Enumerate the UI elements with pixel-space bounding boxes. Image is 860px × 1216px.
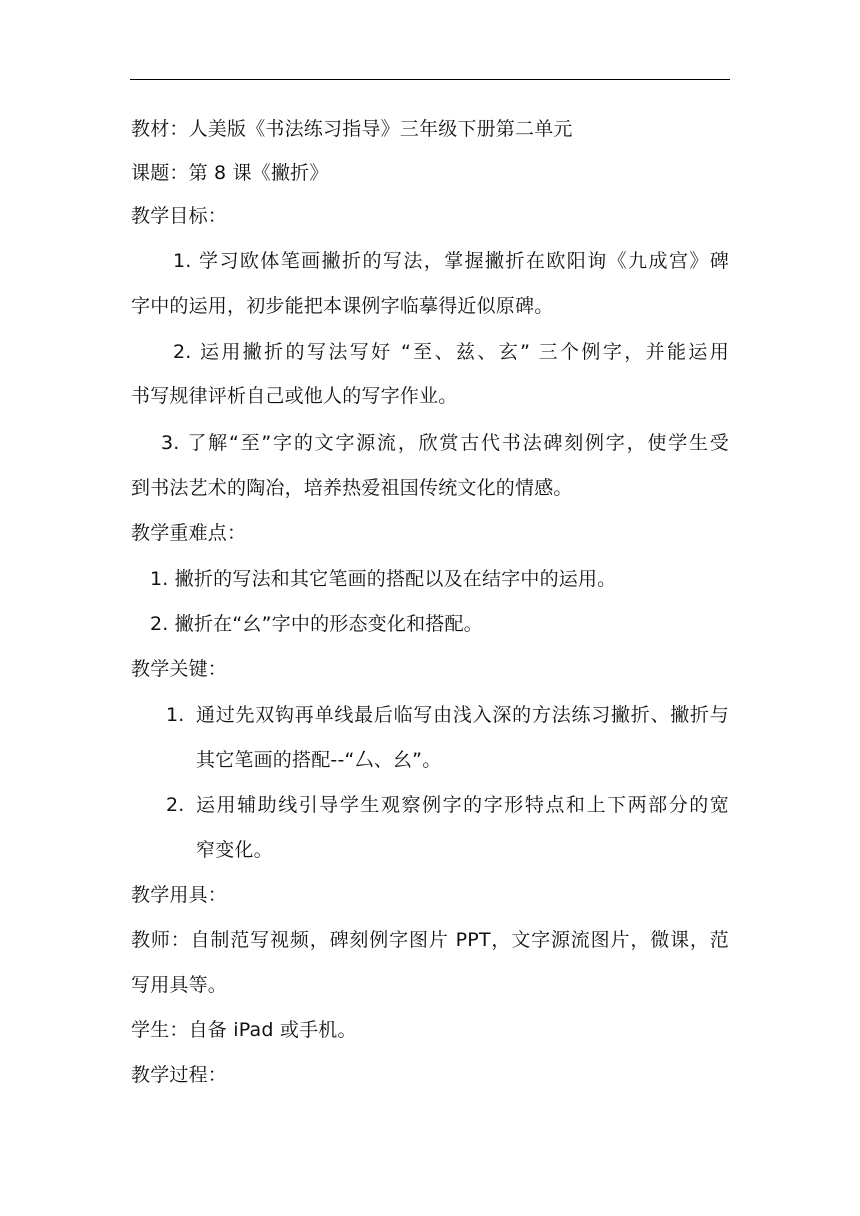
process-heading: 教学过程：	[131, 1064, 228, 1086]
teaching-key-heading: 教学关键：	[131, 658, 228, 680]
material-line: 教材：人美版《书法练习指导》三年级下册第二单元	[131, 118, 573, 140]
teaching-key-1-line1: 通过先双钩再单线最后临写由浅入深的方法练习撇折、撇折与	[196, 704, 729, 726]
objective-1-line2: 字中的运用，初步能把本课例字临摹得近似原碑。	[131, 295, 554, 317]
teaching-key-1-line2: 其它笔画的搭配--“厶、幺”。	[196, 749, 442, 771]
key-difficulty-2	[150, 612, 483, 636]
objective-1-line1	[131, 249, 729, 273]
teaching-key-2-line1: 运用辅助线引导学生观察例字的字形特点和上下两部分的宽	[196, 794, 729, 816]
objective-3-line1	[131, 431, 729, 455]
tools-student-line: 学生：自备 iPad 或手机。	[131, 1019, 357, 1041]
objective-1-text-line1: 学习欧体笔画撇折的写法，掌握撇折在欧阳询《九成宫》碑	[199, 250, 730, 272]
objective-2-number: 2.	[173, 341, 192, 363]
objective-3-text-line1: 了解“至”字的文字源流，欣赏古代书法碑刻例字，使学生受	[187, 432, 729, 454]
objective-3-number: 3.	[161, 432, 180, 454]
key-difficulty-2-text: 撇折在“幺”字中的形态变化和搭配。	[174, 613, 483, 635]
tools-teacher-line1: 教师：自制范写视频，碑刻例字图片 PPT，文字源流图片，微课，范	[131, 929, 729, 951]
teaching-key-2-line2: 窄变化。	[196, 839, 273, 861]
objective-2-text-line1: 运用撇折的写法写好 “至、兹、玄” 三个例字，并能运用	[199, 341, 729, 363]
teaching-key-2-number: 2.	[166, 794, 185, 816]
key-difficulty-1-number: 1.	[150, 568, 169, 590]
objective-2-line2: 书写规律评析自己或他人的写字作业。	[131, 385, 458, 407]
tools-teacher-line2: 写用具等。	[131, 974, 228, 996]
header-rule	[130, 79, 730, 80]
objectives-heading: 教学目标：	[131, 205, 228, 227]
topic-line: 课题：第 8 课《撇折》	[131, 162, 329, 184]
key-difficulty-2-number: 2.	[150, 613, 169, 635]
key-difficulties-heading: 教学重难点：	[131, 522, 247, 544]
key-difficulty-1	[150, 567, 616, 591]
tools-heading: 教学用具：	[131, 884, 228, 906]
key-difficulty-1-text: 撇折的写法和其它笔画的搭配以及在结字中的运用。	[174, 568, 617, 590]
teaching-key-1-number: 1.	[166, 704, 185, 726]
objective-2-line1	[131, 340, 729, 364]
objective-3-line2: 到书法艺术的陶冶，培养热爱祖国传统文化的情感。	[131, 477, 573, 499]
objective-1-number: 1.	[173, 250, 192, 272]
